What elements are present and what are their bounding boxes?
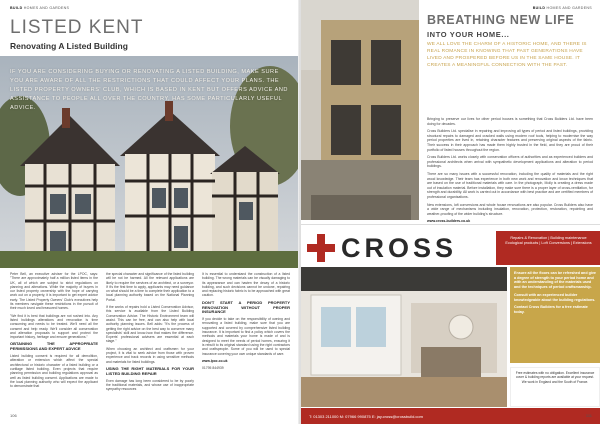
folio-left: BUILD HOMES AND GARDENS (10, 6, 70, 10)
folio-right: BUILD HOMES AND GARDENS (532, 6, 592, 10)
right-page (301, 0, 600, 424)
advert-estimate-note: Free estimates with no obligation. Excellent insurance cover & building reports are available at your request. We work in England and the South of France. (510, 367, 600, 407)
modern-house-photo (301, 0, 419, 220)
page-number-left: 106 (10, 413, 17, 418)
body-paragraph: If you decide to take on the responsibility of owning and renovating a listed building, make sure that you are supported and covered by comprehensive listed building insurance. It is important to find a policy which covers the methods and materials your home is made of and is designed to meet the needs of period homes, ensuring it is rebuilt to its original standard using the right contractors and craftspeople. Some of you will be used to special insurance covering your own unique standards of care. (202, 317, 290, 356)
left-page (0, 0, 299, 424)
advert-info-text: Consult with an experienced builder knowledgeable about the building regulations. (514, 292, 596, 302)
body-paragraph: Even damage has long been considered to be by poorly the traditional materials, and whose use of inappropriate sympathy resources (106, 378, 194, 392)
right-intro-paragraph: WE ALL LOVE THE CHARM OF A HISTORIC HOME, AND THERE IS REAL ROMANCE IN KNOWING THAT PAST GENERATIONS HAVE LIVED AND PROSPERED BEFORE US IN THE SAME HOUSE. IT CREATES A MEANINGFUL CONNECTION WITH THE PAST. (427, 42, 587, 68)
body-paragraph: Listed building consent is required for all demolition, alteration or extension which affect the special architectural or historic character of a listed building or a curtilage listed building. Even projects that require planning permission and building regulations approval as well as listed building consent. Applications are made to the local planning authority who will expect the applicant to demonstrate that (10, 354, 98, 389)
body-paragraph: Cross Builders Ltd. specialise in repairing and improving all types of period and listed buildings, providing structural repairs to damaged and cracked walls using modern roof tools, helping to modernise the way period properties are lived in, retaining character features and preserving original aspects of the fabric. Their success in their approach has made them highly trusted in the field, and they are proud of their portfolio of listed houses throughout the region. (427, 129, 593, 152)
page-title: LISTED KENT (10, 17, 144, 38)
advert-info-text: Contact Cross Builders for a free estimate today. (514, 305, 588, 314)
cross-logo (301, 231, 495, 265)
body-paragraph: When choosing an architect and craftsmen for your project, it is vital to seek advice from those with proven experience and track records in using sensitive methods and materials for listed buildings. (106, 346, 194, 364)
interior-photo (301, 267, 507, 407)
body-paragraph: It is essential to understand the construction of a listed building. The wrong materials can be visually damaging to its appearance and can hasten the decay of a historic building, and such decisions cannot be undone, repairing and replacing historic fabric is to be approached with great caution. (202, 272, 290, 298)
article-column-1 (10, 272, 98, 391)
body-paragraph: Cross Builders Ltd. works closely with conservation officers of authorities and as experienced builders and professional architects when arrival with sympathetic development applications and alteration to period buildings. (427, 155, 593, 169)
cross-mark-icon (307, 234, 335, 262)
advert-contact-bar: T: 01303 211000 M: 07966 990875 E: jay.cross@crossbuild.com (301, 408, 600, 424)
body-paragraph: "We find it is best that buildings are not rushed into. Any listed buildings alterations and renovation is time consuming and needs to be treated. We'll need all the consent and help ready. We'll consider all conservation and alteration proposals to support and protect the important history, heritage and ensure generations." (10, 313, 98, 340)
services-banner: Repairs & Renovation | Building maintenance Ecological products | Loft Conversions | Extensions (496, 231, 600, 265)
body-paragraph: If the works of repairs hold a Listed Conservation Advisor, this service is available from the Listed Building Conservation Advice. The Historic Environment team will assist. This can be free, and can also help with local authority planning issues. Bell adds: "It's the process of getting the right advice on the best way to conserve many specialists' skill and know-how that makes the difference. Experts' professional advisers are essential at each stage." (106, 305, 194, 344)
body-paragraph: Bringing to preserve our lives for other period houses is something that Cross Builders Ltd. have been doing for decades. (427, 117, 593, 126)
section-heading: DON'T START A PERIOD PROPERTY RENOVATION WITHOUT PROPER INSURANCE (202, 299, 290, 315)
section-heading: OBTAINING THE APPROPRIATE PERMISSIONS AND EXPERT ADVICE (10, 341, 98, 352)
website-link[interactable]: www.lpoc.co.uk (202, 358, 228, 363)
cross-builders-advert (301, 224, 600, 424)
body-paragraph: There are so many issues with a successful renovation, including the quality of materials and the right wood knowledge. Their team has experience in both new work and renovation and know techniques that are based on the use of traditional materials with care. In the photograph, Molly is creating a dress made out of insulation material. Before installation, they make sure there is a proper layer of cross-ventilation, for strength and durability. All work is carried out in accordance with best practice and are certified members of professional organisations. (427, 171, 593, 199)
website-link[interactable]: www.cross-builders.co.uk (427, 219, 471, 224)
body-paragraph: New extensions, loft conversions and whole house renovations are also popular. Cross Builders also have a wide range of mechanisms including insulation, renovation, protection, restoration, repointing and weather-proofing of the wider building's structure. (427, 202, 593, 216)
right-page-title: BREATHING NEW LIFE (427, 13, 575, 27)
intro-paragraph: IF YOU ARE CONSIDERING BUYING OR RENOVATING A LISTED BUILDING, MAKE SURE YOU ARE AWARE OF ALL THE RESTRICTIONS THAT COULD AFFECT YOUR PLANS. THE LISTED PROPERTY OWNERS' CLUB, WHICH IS BASED IN KENT BUT OFFERS ADVICE AND ASSISTANCE TO PEOPLE ALL OVER THE COUNTRY, HAS SOME PARTICULARLY USEFUL ADVICE. (10, 69, 288, 111)
article-column-2 (106, 272, 194, 394)
article-column-3 (202, 272, 290, 373)
phone-number: 01795 844939 (202, 366, 224, 371)
page-number-right: 111 (585, 413, 592, 418)
brand-wordmark: CROSS (341, 233, 458, 263)
body-paragraph: the special character and significance of the listed building will be not be harmed. All the relevant applications are likely to require the services of an architect, or a surveyor. If it's the first time to apply, applicants may need guidance on what should be a time to complete their application to a local planning authority based on the National Planning Portal. (106, 272, 194, 302)
advert-info-text: Ensure all the floors can be refreshed and give a degree of strength to your period home and with an understanding of the materials used and the techniques of period craftsmanship. (514, 271, 596, 290)
right-article-body (427, 117, 593, 227)
advert-info-panel (510, 267, 600, 363)
page-subtitle: Renovating A Listed Building (10, 41, 128, 51)
right-page-subtitle: INTO YOUR HOME... (427, 30, 510, 39)
section-heading: USING THE RIGHT MATERIALS FOR YOUR LISTED BUILDING REPAIR (106, 365, 194, 376)
body-paragraph: Peter Bell, an executive adviser for the LPOC, says: "There are approximately half a million listed items in the UK, all of which are subject to strict regulations on planning and alterations. While the majority of buyers in our listed property ownership with the hope of carrying work out on a property, it is important to get expert advice early. The Listed Property Owners' Club's executives help its members navigate these restrictions in the pursuit of their much loved and treasured homes. (10, 272, 98, 311)
